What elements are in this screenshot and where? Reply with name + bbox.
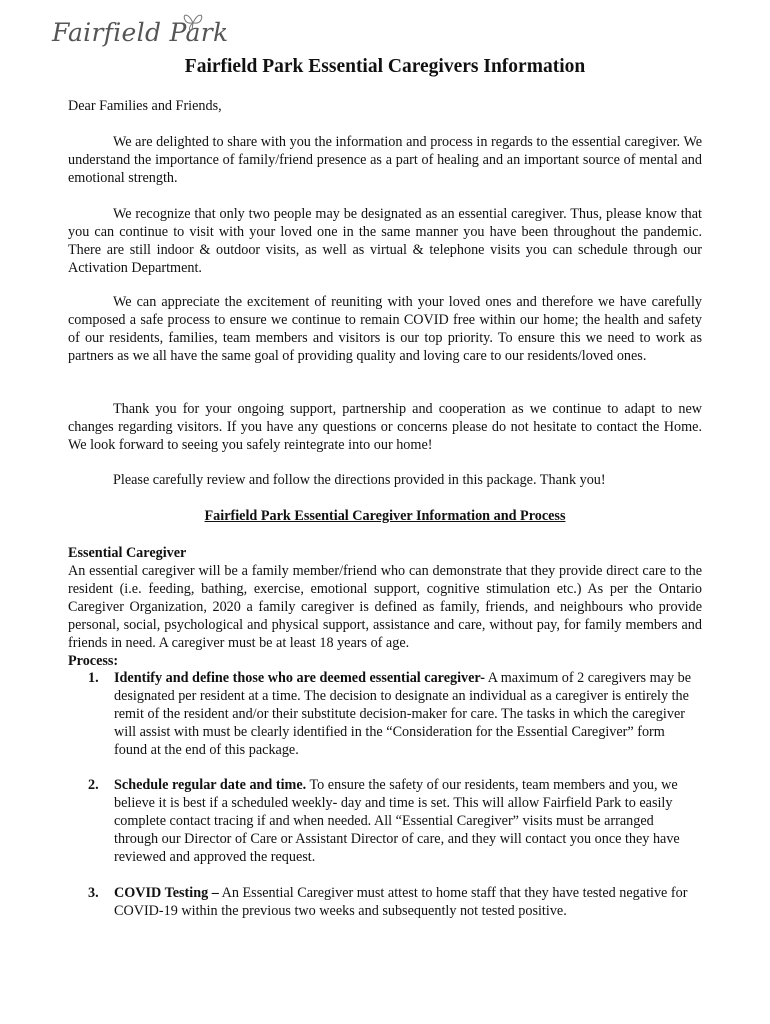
list-item (88, 776, 700, 866)
page-title: Fairfield Park Essential Caregivers Information (184, 56, 586, 77)
paragraph-intro: We are delighted to share with you the information and process in regards to the essential caregiver. We understand the importance of family/friend presence as a part of healing and an important source of mental and emotional strength. (68, 134, 702, 186)
logo-text: Fairfield Park (52, 18, 229, 47)
paragraph-thanks: Thank you for your ongoing support, partnership and cooperation as we continue to adapt to new changes regarding visitors. If you have any questions or concerns please do not hesitate to contact the Home. We look forward to seeing you safely reintegrate into our home! (68, 401, 702, 453)
paragraph-review: Please carefully review and follow the directions provided in this package. Thank you! (113, 472, 606, 488)
paragraph-safe-process: We can appreciate the excitement of reuniting with your loved ones and therefore we have carefully composed a safe process to ensure we continue to remain COVID free within our home; the health and safety of our residents, families, team members and visitors is our top priority. To ensure this we need to work as partners as we all have the same goal of providing quality and loving care to our residents/loved ones. (68, 294, 702, 364)
list-item (88, 669, 700, 759)
logo (52, 18, 228, 47)
essential-caregiver-section (68, 544, 702, 670)
essential-heading: Essential Caregiver (68, 545, 187, 561)
list-number: 1. (88, 670, 99, 686)
butterfly-icon (180, 10, 206, 36)
section-title: Fairfield Park Essential Caregiver Information and Process (204, 508, 566, 524)
list-item-text: An Essential Caregiver must attest to home staff that they have tested negative for COVID-19 within the previous two weeks and subsequently not tested positive. (114, 885, 688, 919)
list-item (88, 884, 700, 920)
list-item-heading: Identify and define those who are deemed essential caregiver- (114, 670, 485, 686)
salutation: Dear Families and Friends, (68, 98, 222, 114)
essential-body: An essential caregiver will be a family member/friend who can demonstrate that they provide direct care to the resident (i.e. feeding, bathing, exercise, emotional support, cognitive stimulation etc.) As per the Ontario Caregiver Organization, 2020 a family caregiver is defined as family, friends, and neighbours who provide personal, social, psychological and physical support, assistance and care, without pay, for family members and friends in need. A caregiver must be at least 18 years of age. (68, 563, 702, 651)
list-item-text: To ensure the safety of our residents, team members and you, we believe it is best if a scheduled weekly- day and time is set. This will allow Fairfield Park to easily complete contact tracing if and when needed. All “Essential Caregiver” visits must be arranged through our Director of Care or Assistant Director of care, and they will contact you once they have reviewed and approved the request. (114, 777, 680, 865)
list-number: 2. (88, 777, 99, 793)
list-item-heading: COVID Testing – (114, 885, 219, 901)
list-item-heading: Schedule regular date and time. (114, 777, 307, 793)
list-item-text: A maximum of 2 caregivers may be designated per resident at a time. The decision to designate an individual as a caregiver is entirely the remit of the resident and/or their substitute decision-maker for care. The tasks in which the caregiver will assist with must be clearly identified in the “Consideration for the Essential Caregiver” form found at the end of this package. (114, 670, 691, 758)
list-number: 3. (88, 885, 99, 901)
paragraph-designation: We recognize that only two people may be designated as an essential caregiver. Thus, please know that you can continue to visit with your loved one in the same manner you have been throughout the pandemic. There are still indoor & outdoor visits, as well as virtual & telephone visits you can schedule through our Activation Department. (68, 206, 702, 276)
process-heading: Process: (68, 653, 119, 669)
